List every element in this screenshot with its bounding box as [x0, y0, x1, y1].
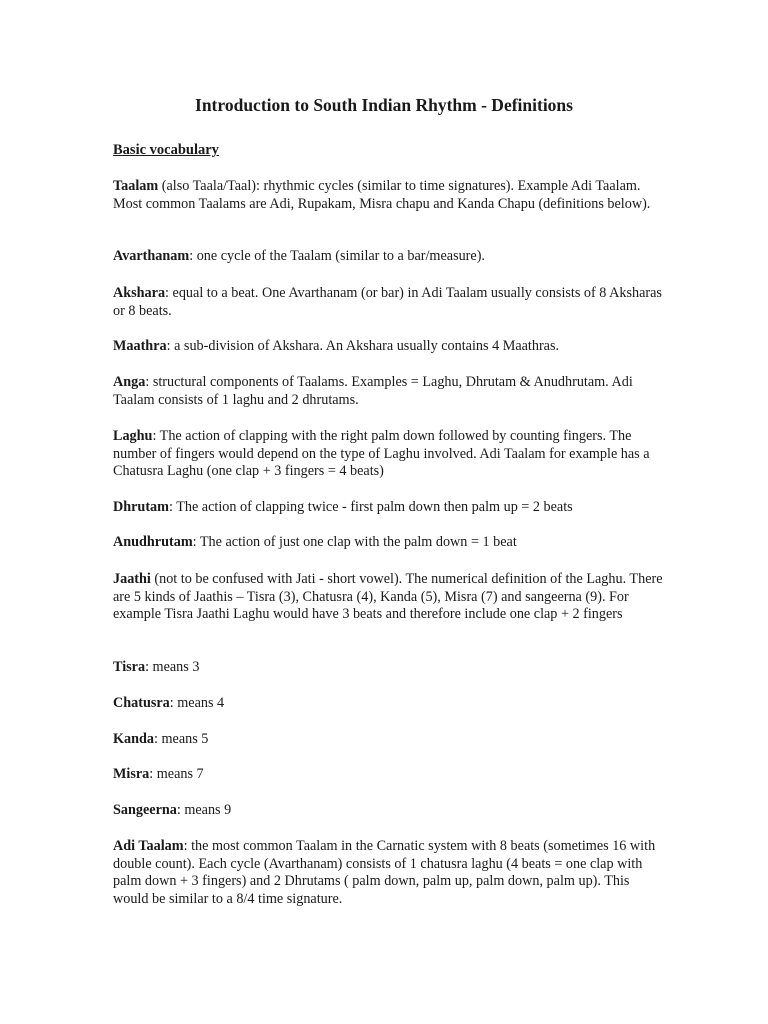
- document-title: Introduction to South Indian Rhythm - Definitions: [195, 95, 573, 115]
- term: Anga: [113, 374, 146, 390]
- definition-entry-laghu: [113, 428, 663, 481]
- definition-entry-dhrutam: [113, 499, 663, 517]
- definition-entry-kanda: [113, 731, 663, 749]
- term: Anudhrutam: [113, 534, 193, 550]
- definition-text: : one cycle of the Taalam (similar to a bar/measure).: [189, 248, 485, 264]
- definition-entry-jaathi: [113, 571, 663, 624]
- definition-entry-akshara: [113, 285, 663, 320]
- definition-text: : The action of clapping with the right palm down followed by counting fingers. The number of fingers would depend on the type of Laghu involved. Adi Taalam for example has a Chatusra Laghu (one clap + 3 fingers = 4 beats): [113, 428, 650, 480]
- definition-entry-taalam: [113, 178, 663, 213]
- term: Jaathi: [113, 571, 151, 587]
- definition-entry-anudhrutam: [113, 534, 663, 552]
- definition-text: : means 4: [169, 695, 225, 711]
- definition-text: : means 7: [149, 766, 204, 782]
- definition-entry-avarthanam: [113, 248, 663, 266]
- definition-text: : equal to a beat. One Avarthanam (or bar) in Adi Taalam usually consists of 8 Aksharas or 8 beats.: [113, 285, 662, 319]
- definition-entry-misra: [113, 766, 663, 784]
- definition-entry-maathra: [113, 338, 663, 356]
- definition-text: : the most common Taalam in the Carnatic system with 8 beats (sometimes 16 with double count). Each cycle (Avarthanam) consists of 1 chatusra laghu (4 beats = one clap with palm down + 3 fingers) and 2 Dhrutams ( palm down, palm up, palm down, palm up). This would be similar to a 8/4 time signature.: [113, 838, 656, 907]
- term: Laghu: [113, 428, 153, 444]
- term: Taalam: [113, 178, 159, 194]
- definition-text: : The action of just one clap with the palm down = 1 beat: [192, 534, 517, 550]
- section-heading: Basic vocabulary: [113, 142, 219, 158]
- definition-text: : The action of clapping twice - first palm down then palm up = 2 beats: [168, 499, 573, 515]
- definition-text: : means 9: [176, 802, 232, 818]
- term: Avarthanam: [113, 248, 190, 264]
- definition-text: : structural components of Taalams. Examples = Laghu, Dhrutam & Anudhrutam. Adi Taalam consists of 1 laghu and 2 dhrutams.: [113, 374, 633, 408]
- term: Maathra: [113, 338, 167, 354]
- definition-entry-sangeerna: [113, 802, 663, 820]
- definition-entry-chatusra: [113, 695, 663, 713]
- term: Tisra: [113, 659, 146, 675]
- term: Kanda: [113, 731, 155, 747]
- definition-text: : means 5: [154, 731, 209, 747]
- term: Chatusra: [113, 695, 170, 711]
- term: Adi Taalam: [113, 838, 184, 854]
- term: Akshara: [113, 285, 166, 301]
- definition-entry-anga: [113, 374, 663, 409]
- definition-entry-adi-taalam: [113, 838, 663, 908]
- definition-entry-tisra: [113, 659, 663, 677]
- term: Misra: [113, 766, 150, 782]
- definition-text: (not to be confused with Jati - short vowel). The numerical definition of the Laghu. There are 5 kinds of Jaathis – Tisra (3), Chatusra (4), Kanda (5), Misra (7) and sangeerna (9). For example Tisra Jaathi Laghu would have 3 beats and therefore include one clap + 2 fingers: [113, 571, 663, 623]
- definition-text: (also Taala/Taal): rhythmic cycles (similar to time signatures). Example Adi Taalam. Most common Taalams are Adi, Rupakam, Misra chapu and Kanda Chapu (definitions below).: [113, 178, 651, 212]
- definition-text: : means 3: [145, 659, 200, 675]
- term: Dhrutam: [113, 499, 169, 515]
- term: Sangeerna: [113, 802, 177, 818]
- definition-text: : a sub-division of Akshara. An Akshara usually contains 4 Maathras.: [166, 338, 560, 354]
